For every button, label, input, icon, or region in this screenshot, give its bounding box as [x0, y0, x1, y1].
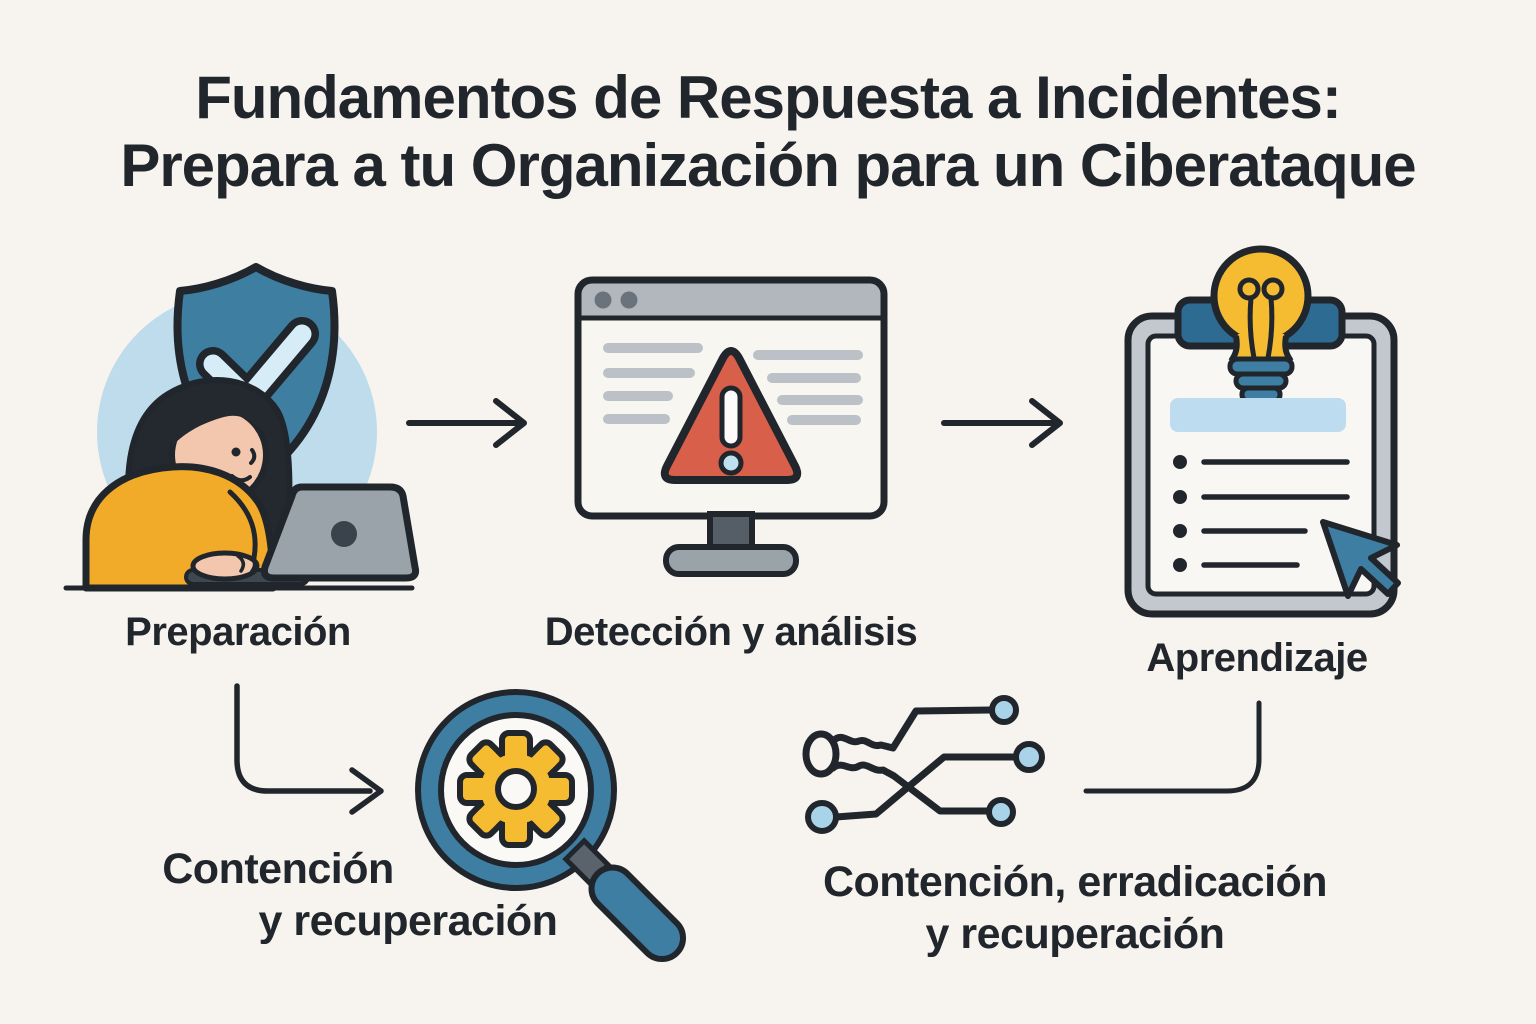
untangling-network-nodes-icon [806, 698, 1042, 831]
arrow-preparacion-to-contencion [237, 686, 381, 812]
exclamation-dot [721, 453, 741, 473]
line-aprendizaje-to-contencion [1086, 703, 1259, 791]
preparation-illustration [66, 267, 416, 588]
exclamation-bar [722, 388, 740, 446]
monitor-base [666, 547, 796, 574]
clipboard-lightbulb-checklist-cursor-icon [1128, 249, 1398, 614]
window-dot [621, 292, 638, 309]
laptop-icon [264, 487, 415, 578]
learning-illustration [1128, 249, 1398, 614]
network-node [989, 800, 1013, 824]
stage-label-preparacion: Preparación [125, 610, 351, 654]
hand [193, 553, 257, 579]
stage-label-contencion-erradicacion-line1: Contención, erradicación [822, 858, 1328, 906]
stage-label-contencion-erradicacion-line2: y recuperación [925, 910, 1225, 958]
browser-warning-triangle-icon [578, 280, 884, 574]
arrow-deteccion-to-aprendizaje [944, 401, 1060, 445]
network-node [992, 698, 1016, 722]
window-dot [595, 292, 612, 309]
title-line-2: Prepara a tu Organización para un Ciberataque [120, 132, 1416, 199]
network-node [1016, 744, 1042, 770]
eye [232, 448, 241, 457]
stage-label-contencion-line1: Contención [162, 845, 394, 893]
detection-illustration [578, 280, 884, 574]
network-node [808, 803, 836, 831]
arrow-preparacion-to-deteccion [409, 401, 524, 445]
stage-label-contencion-line2: y recuperación [258, 897, 558, 945]
stage-label-aprendizaje: Aprendizaje [1146, 636, 1368, 680]
document-header-bar [1170, 398, 1346, 432]
eradication-illustration [806, 698, 1042, 831]
magnifier-handle [583, 859, 692, 968]
title-line-1: Fundamentos de Respuesta a Incidentes: [195, 64, 1341, 131]
gear-icon [460, 733, 572, 845]
stage-label-deteccion-analisis: Detección y análisis [544, 610, 918, 654]
